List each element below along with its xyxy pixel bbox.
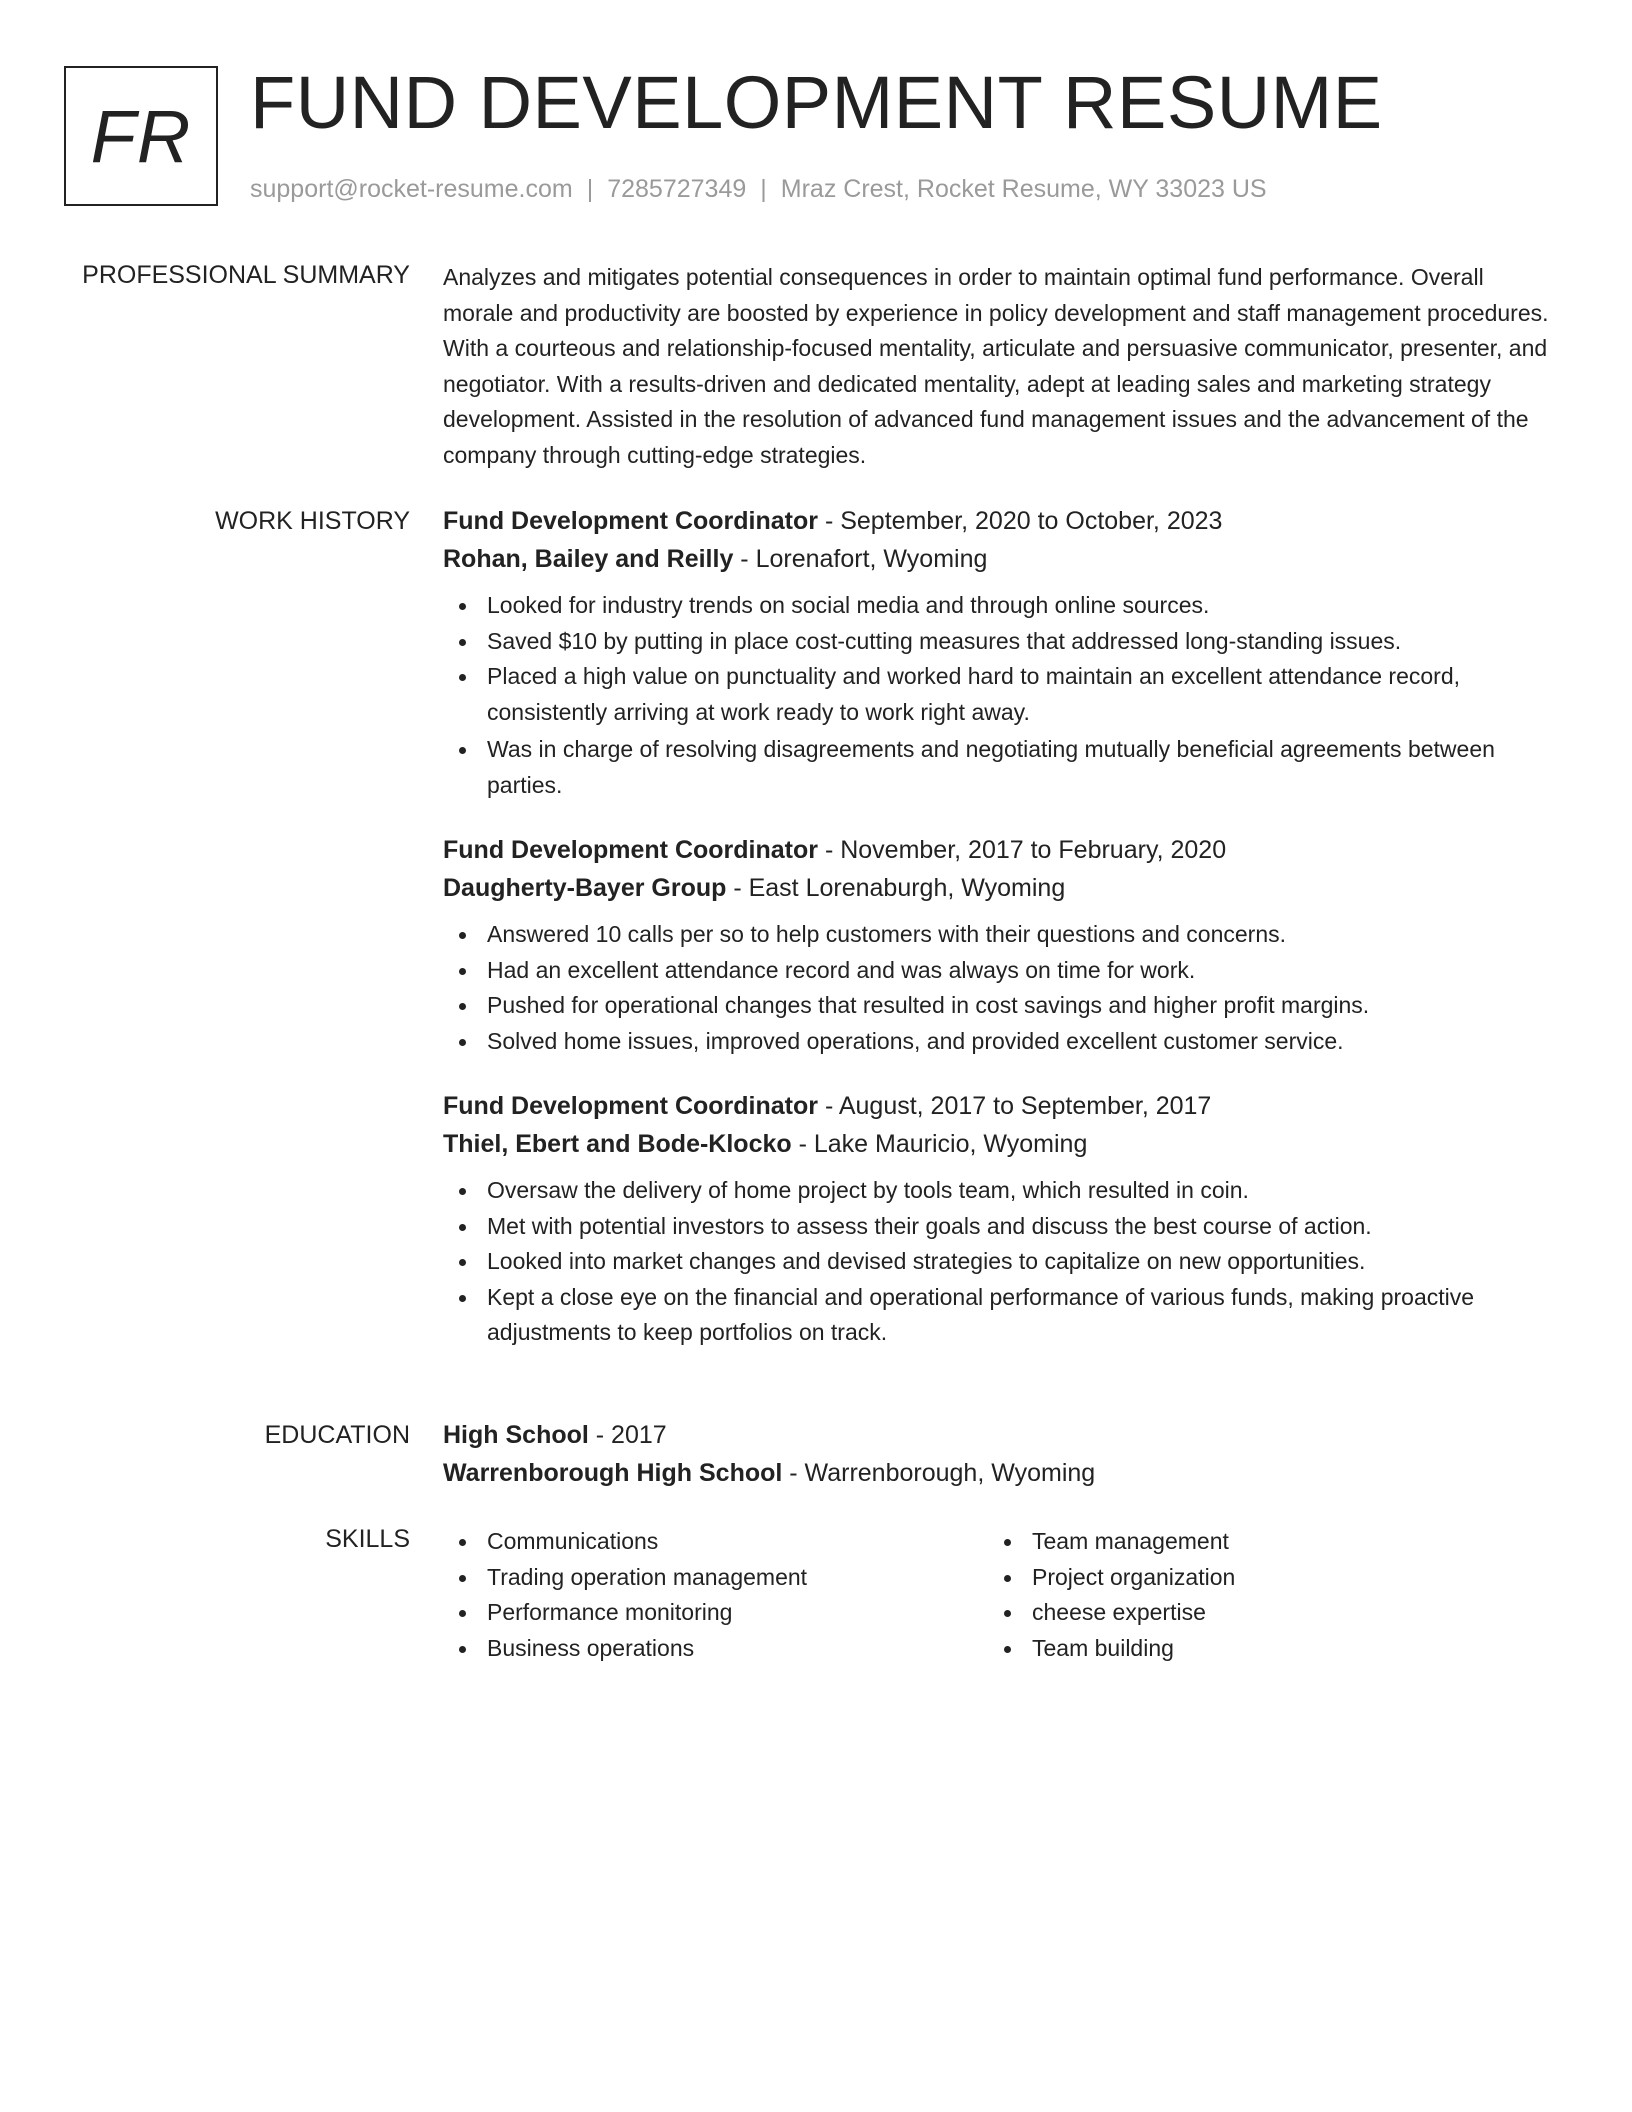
job-company-line — [443, 873, 1555, 903]
job-bullet: Placed a high value on punctuality and worked hard to maintain an excellent attendance record, consistently arriving at work ready to work right away. — [443, 659, 1555, 730]
job-company: Rohan, Bailey and Reilly — [443, 545, 734, 573]
skills-body — [443, 1524, 1555, 1666]
job-company-line — [443, 544, 1555, 574]
job-bullet: Looked into market changes and devised strategies to capitalize on new opportunities. — [443, 1244, 1555, 1280]
summary-body — [443, 260, 1555, 473]
skill-item: Project organization — [988, 1560, 1533, 1596]
skill-item: Performance monitoring — [443, 1595, 988, 1631]
contact-line — [250, 174, 1267, 204]
job-bullet: Looked for industry trends on social media and through online sources. — [443, 588, 1555, 624]
education-school: Warrenborough High School — [443, 1459, 783, 1487]
job-bullet: Kept a close eye on the financial and operational performance of various funds, making proactive adjustments to keep portfolios on track. — [443, 1280, 1555, 1351]
skill-item: Team building — [988, 1631, 1533, 1667]
job-bullets — [443, 917, 1555, 1059]
contact-email: support@rocket-resume.com — [250, 175, 573, 203]
monogram-logo — [64, 66, 218, 206]
skill-item: Team management — [988, 1524, 1533, 1560]
job-location: - East Lorenaburgh, Wyoming — [726, 874, 1066, 902]
job-dates: - November, 2017 to February, 2020 — [818, 836, 1227, 864]
job-title: Fund Development Coordinator — [443, 836, 818, 864]
resume-title: FUND DEVELOPMENT RESUME — [250, 61, 1383, 144]
section-label-education: EDUCATION — [264, 1421, 410, 1449]
job-title-line — [443, 506, 1555, 536]
job-title-line — [443, 835, 1555, 865]
section-label-work-history: WORK HISTORY — [215, 507, 410, 535]
monogram-initials: FR — [90, 94, 192, 178]
job-bullet: Had an excellent attendance record and was always on time for work. — [443, 953, 1555, 989]
job-dates: - August, 2017 to September, 2017 — [818, 1092, 1212, 1120]
job-entry — [443, 506, 1555, 803]
education-school-line — [443, 1458, 1555, 1488]
work-history-body — [443, 506, 1555, 1353]
job-location: - Lorenafort, Wyoming — [733, 545, 988, 573]
contact-separator: | — [760, 175, 767, 203]
job-bullets — [443, 588, 1555, 803]
job-bullet: Met with potential investors to assess their goals and discuss the best course of action. — [443, 1209, 1555, 1245]
job-company-line — [443, 1129, 1555, 1159]
summary-text: Analyzes and mitigates potential consequences in order to maintain optimal fund performance. Overall morale and productivity are boosted by experience in policy development and staff management procedures. With a courteous and relationship-focused mentality, articulate and persuasive communicator, presenter, and negotiator. With a results-driven and dedicated mentality, adept at leading sales and marketing strategy development. Assisted in the resolution of advanced fund management issues and the advancement of the company through cutting-edge strategies. — [443, 264, 1549, 468]
job-company: Thiel, Ebert and Bode-Klocko — [443, 1130, 792, 1158]
job-title: Fund Development Coordinator — [443, 507, 818, 535]
education-degree-line — [443, 1420, 1555, 1450]
skill-item: Communications — [443, 1524, 988, 1560]
section-label-summary: PROFESSIONAL SUMMARY — [82, 261, 410, 289]
job-company: Daugherty-Bayer Group — [443, 874, 727, 902]
job-location: - Lake Mauricio, Wyoming — [791, 1130, 1088, 1158]
job-entry — [443, 835, 1555, 1059]
job-entry — [443, 1091, 1555, 1351]
job-bullet: Solved home issues, improved operations, and provided excellent customer service. — [443, 1024, 1555, 1060]
skills-list-right — [988, 1524, 1533, 1666]
skill-item: Trading operation management — [443, 1560, 988, 1596]
education-location: - Warrenborough, Wyoming — [782, 1459, 1096, 1487]
job-bullet: Was in charge of resolving disagreements and negotiating mutually beneficial agreements between parties. — [443, 732, 1555, 803]
education-degree: High School — [443, 1421, 589, 1449]
job-title: Fund Development Coordinator — [443, 1092, 818, 1120]
job-title-line — [443, 1091, 1555, 1121]
skills-columns — [443, 1524, 1555, 1666]
skill-item: Business operations — [443, 1631, 988, 1667]
job-bullet: Saved $10 by putting in place cost-cutting measures that addressed long-standing issues. — [443, 624, 1555, 660]
section-label-skills: SKILLS — [325, 1525, 410, 1553]
job-bullet: Oversaw the delivery of home project by tools team, which resulted in coin. — [443, 1173, 1555, 1209]
skills-list-left — [443, 1524, 988, 1666]
education-body — [443, 1420, 1555, 1488]
job-dates: - September, 2020 to October, 2023 — [818, 507, 1223, 535]
skill-item: cheese expertise — [988, 1595, 1533, 1631]
job-bullets — [443, 1173, 1555, 1351]
contact-separator: | — [586, 175, 594, 203]
education-year: - 2017 — [588, 1421, 667, 1449]
contact-phone: 7285727349 — [607, 175, 747, 203]
contact-address: Mraz Crest, Rocket Resume, WY 33023 US — [780, 175, 1267, 203]
job-bullet: Answered 10 calls per so to help customers with their questions and concerns. — [443, 917, 1555, 953]
job-bullet: Pushed for operational changes that resulted in cost savings and higher profit margins. — [443, 988, 1555, 1024]
